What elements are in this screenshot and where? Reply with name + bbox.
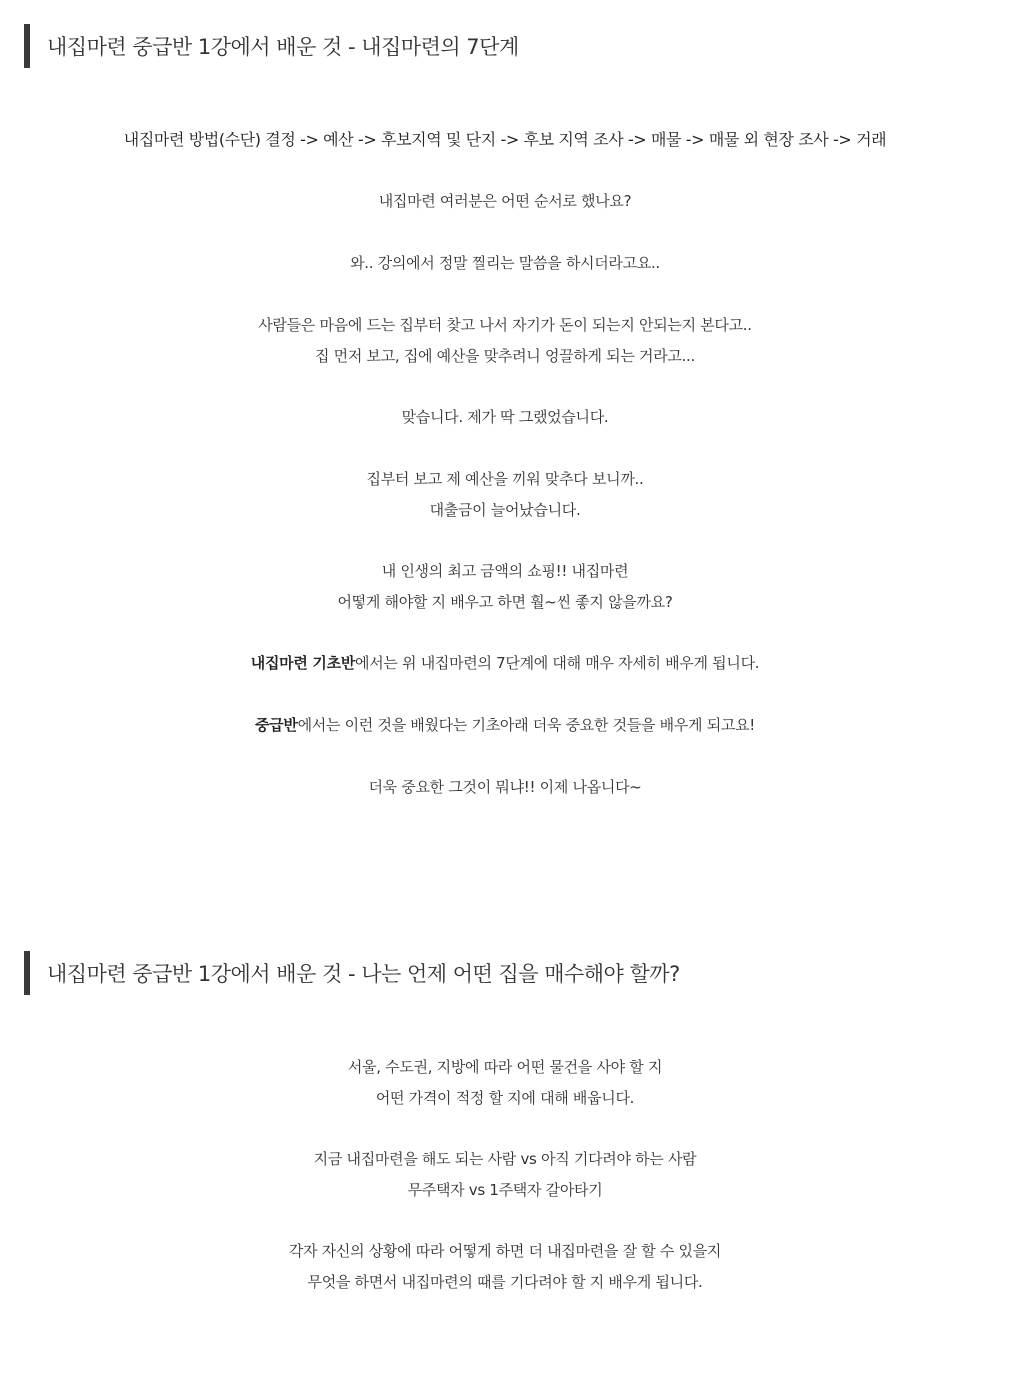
- paragraph-line: 어떤 가격이 적정 할 지에 대해 배웁니다.: [375, 1089, 635, 1107]
- paragraph: [0, 1052, 1010, 1114]
- heading-accent-bar: [24, 24, 30, 68]
- heading-accent-bar: [24, 951, 30, 995]
- paragraph: [0, 772, 1010, 803]
- paragraph-line: 맞습니다. 제가 딱 그랬었습니다.: [401, 408, 609, 426]
- mid-class-bold: 중급반: [254, 716, 298, 734]
- paragraph-line: 무주택자 vs 1주택자 갈아타기: [407, 1181, 603, 1199]
- section-1-heading-text: 내집마련 중급반 1강에서 배운 것 - 내집마련의 7단계: [47, 35, 519, 59]
- basic-class-bold: 내집마련 기초반: [250, 654, 356, 672]
- paragraph-line: 대출금이 늘어났습니다.: [429, 501, 581, 519]
- paragraph-line: 집 먼저 보고, 집에 예산을 맞추려니 엉끌하게 되는 거라고...: [315, 347, 695, 365]
- paragraph-basic-class: [0, 648, 1010, 679]
- paragraph: [0, 186, 1010, 217]
- paragraph-line: 내 인생의 최고 금액의 쇼핑!! 내집마련: [381, 562, 629, 580]
- paragraph-line: 더욱 중요한 그것이 뭐냐!! 이제 나옵니다~: [368, 778, 642, 796]
- seven-steps-text: 내집마련 방법(수단) 결정 -> 예산 -> 후보지역 및 단지 -> 후보 지역 조사 -> 매물 -> 매물 외 현장 조사 -> 거래: [123, 130, 887, 149]
- paragraph-line: [0, 710, 1010, 741]
- paragraph-line: 각자 자신의 상황에 따라 어떻게 하면 더 내집마련을 잘 할 수 있을지: [288, 1242, 722, 1260]
- paragraph-line: 사람들은 마음에 드는 집부터 찾고 나서 자기가 돈이 되는지 안되는지 본다고..: [258, 316, 752, 334]
- paragraph-line: 내집마련 여러분은 어떤 순서로 했나요?: [378, 192, 632, 210]
- paragraph-line: 지금 내집마련을 해도 되는 사람 vs 아직 기다려야 하는 사람: [313, 1150, 697, 1168]
- basic-class-text: 에서는 위 내집마련의 7단계에 대해 매우 자세히 배우게 됩니다.: [355, 654, 760, 672]
- paragraph: [0, 464, 1010, 526]
- paragraph-line: 서울, 수도권, 지방에 따라 어떤 물건을 사야 할 지: [347, 1058, 663, 1076]
- paragraph-line: [0, 648, 1010, 679]
- paragraph-line: 집부터 보고 제 예산을 끼워 맞추다 보니까..: [366, 470, 644, 488]
- paragraph: [0, 402, 1010, 433]
- paragraph-mid-class: [0, 710, 1010, 741]
- paragraph: [0, 1236, 1010, 1298]
- section-2-heading-text: 내집마련 중급반 1강에서 배운 것 - 나는 언제 어떤 집을 매수해야 할까?: [47, 962, 680, 986]
- paragraph: [0, 310, 1010, 372]
- paragraph-line: 어떻게 해야할 지 배우고 하면 훨~씬 좋지 않을까요?: [337, 593, 673, 611]
- paragraph-line: 무엇을 하면서 내집마련의 때를 기다려야 할 지 배우게 됩니다.: [307, 1273, 703, 1291]
- paragraph: [0, 1144, 1010, 1206]
- paragraph: [0, 556, 1010, 618]
- paragraph-line: 와.. 강의에서 정말 찔리는 말씀을 하시더라고요..: [350, 254, 660, 272]
- section-1-heading: [24, 24, 519, 68]
- paragraph: [0, 248, 1010, 279]
- section-2-heading: [24, 951, 680, 995]
- mid-class-text: 에서는 이런 것을 배웠다는 기초아래 더욱 중요한 것들을 배우게 되고요!: [297, 716, 756, 734]
